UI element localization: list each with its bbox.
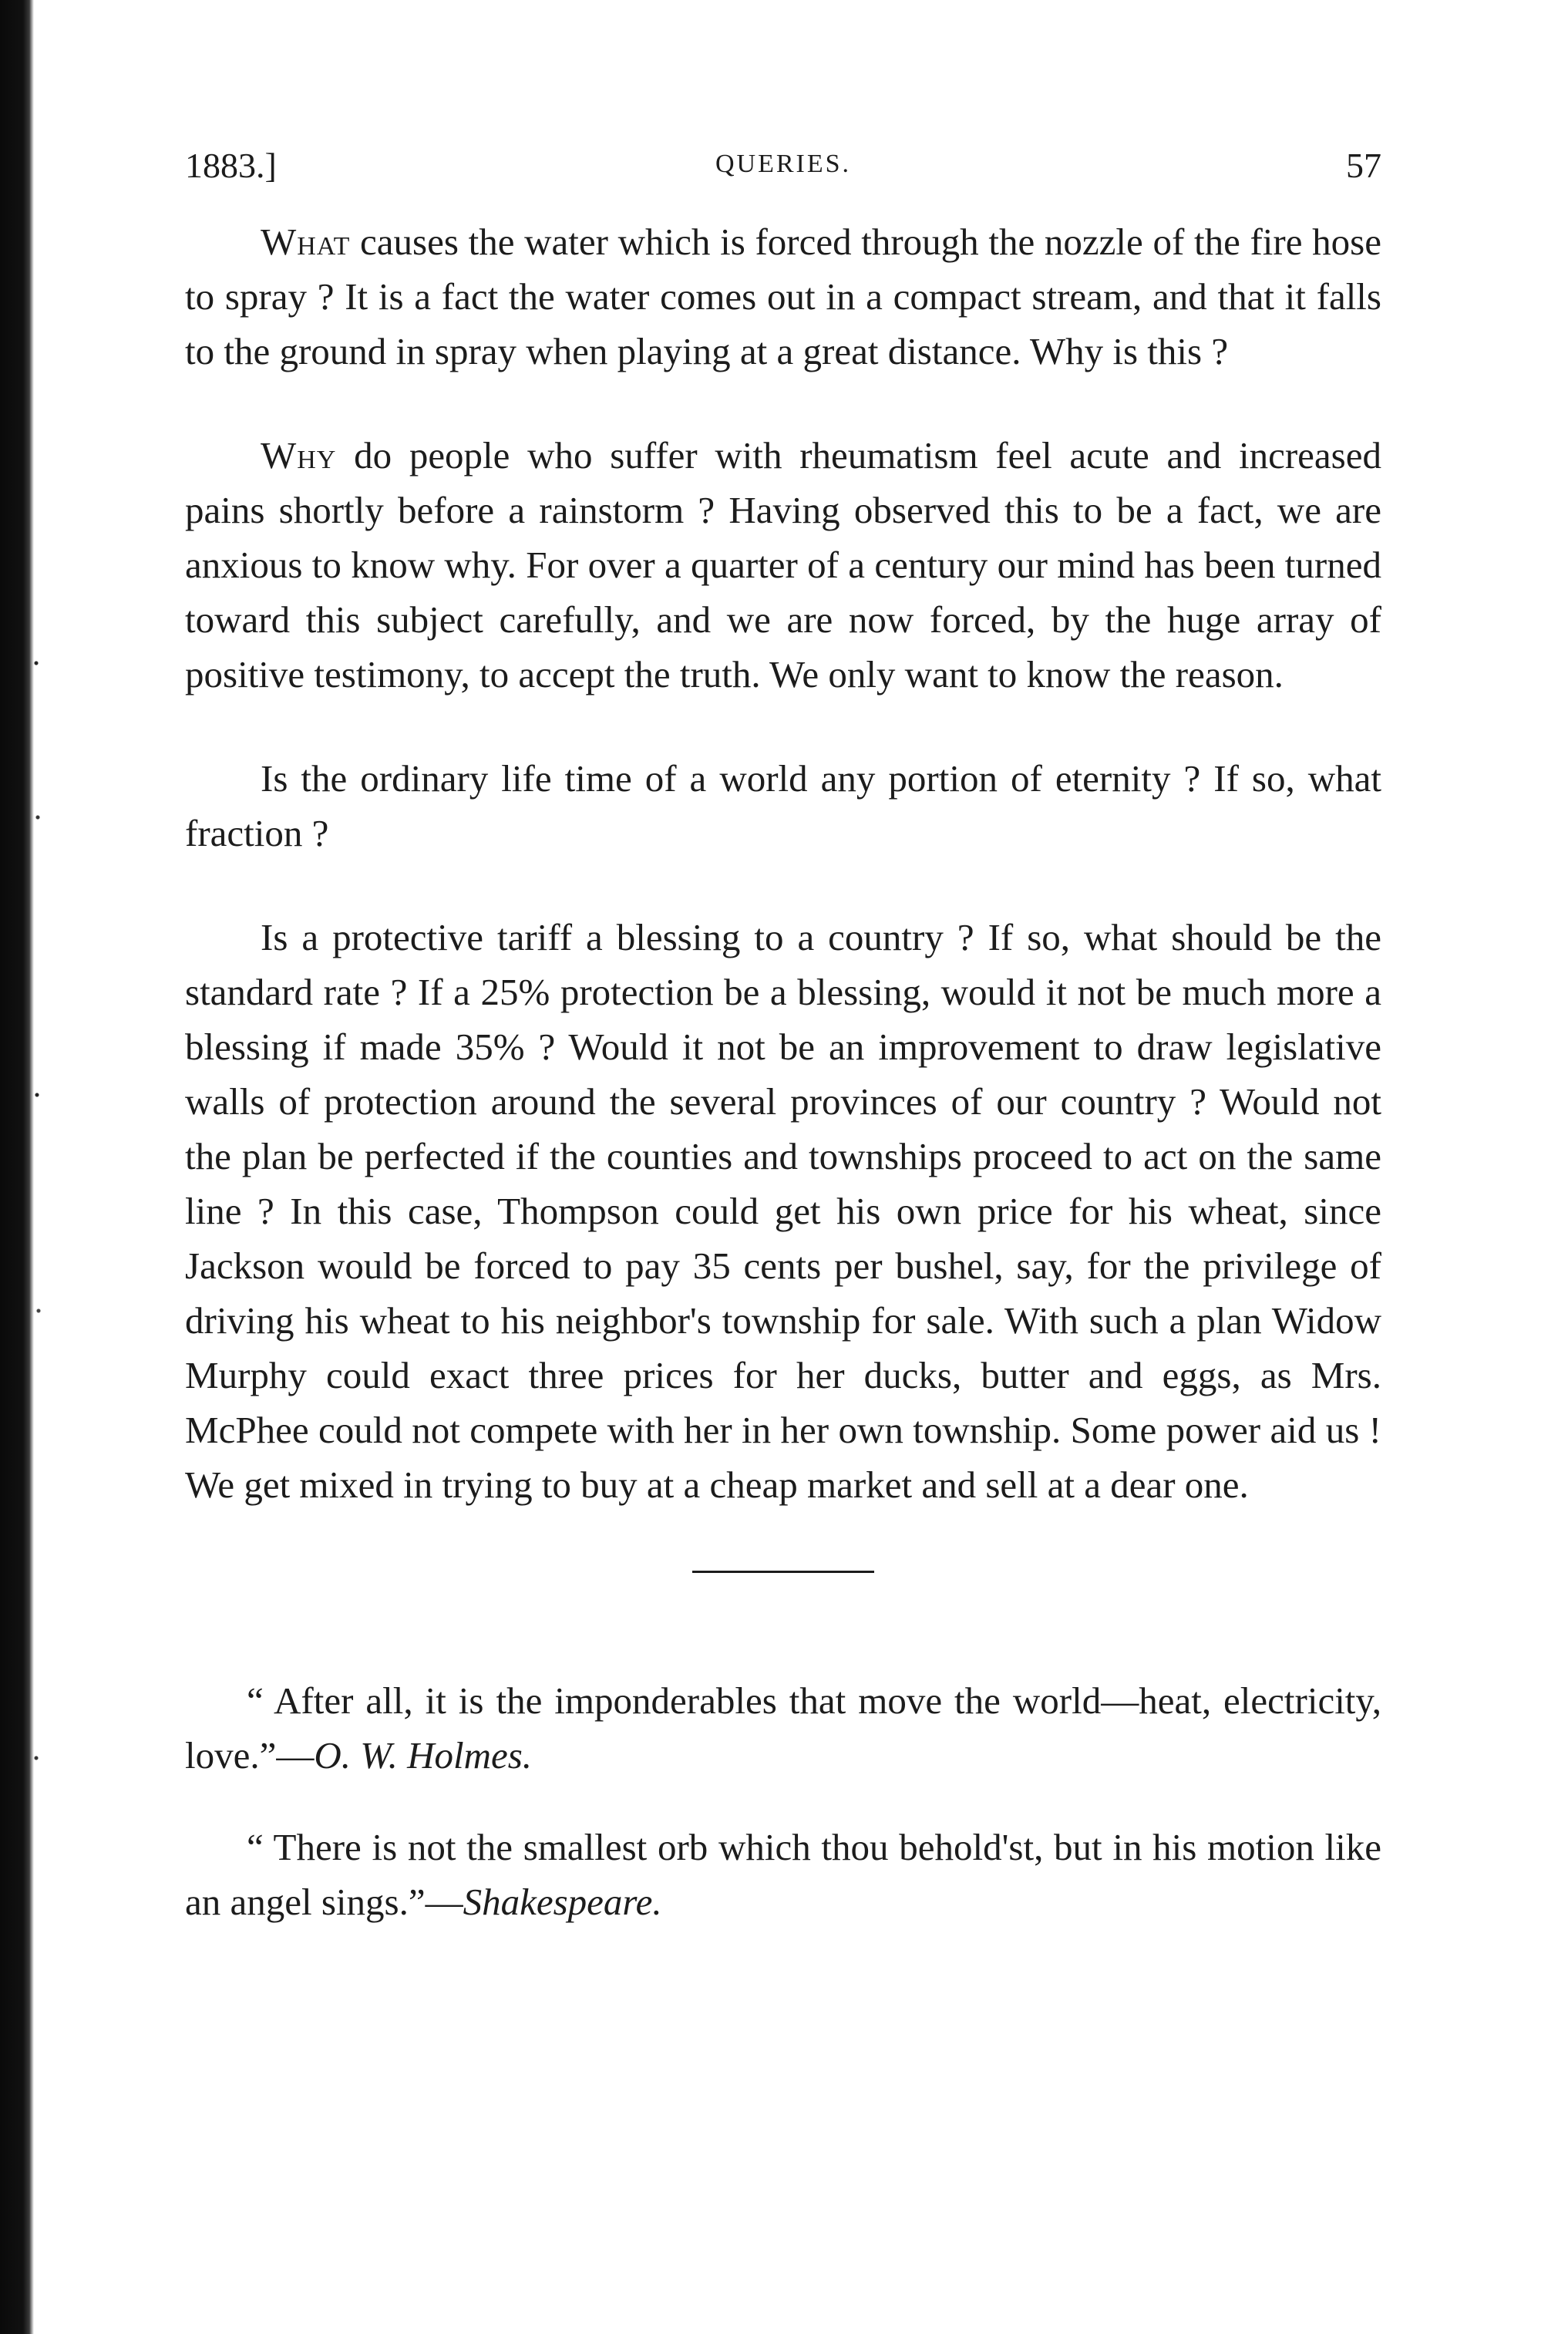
book-page (185, 131, 1381, 1966)
section-divider-rule (692, 1571, 874, 1573)
query-paragraph-1 (185, 214, 1381, 379)
query-text: causes the water which is forced through the nozzle of the fire hose to spray ? It is a fact the water comes out in a compact stream, and that it falls to the ground in spray when playing at a great distance. Why is this ? (185, 221, 1381, 372)
quote-attribution: O. W. Holmes. (314, 1734, 533, 1777)
quote-text: “ There is not the smallest orb which thou behold'st, but in his motion like an angel sings.”— (185, 1826, 1381, 1923)
quote-text: “ After all, it is the imponderables that move the world—heat, electricity, love.”— (185, 1679, 1381, 1777)
quote-attribution: Shakespeare. (463, 1881, 662, 1923)
queries-section (185, 214, 1381, 1512)
running-head (185, 131, 1381, 193)
query-lead-word: Why (261, 434, 337, 477)
header-section-title: QUERIES. (715, 150, 852, 178)
quote-shakespeare (185, 1820, 1381, 1929)
query-text: do people who suffer with rheumatism feel acute and increased pains shortly before a rainstorm ? Having observed this to be a fact, we are anxious to know why. For over a quarter of a century our mind has been turned toward this subject carefully, and we are now forced, by the huge array of positive testimony, to accept the truth. We only want to know the reason. (185, 434, 1381, 695)
binding-specks (34, 0, 45, 2334)
quotes-section (185, 1673, 1381, 1929)
query-text: Is the ordinary life time of a world any portion of eternity ? If so, what fraction ? (185, 757, 1381, 854)
header-page-number: 57 (1346, 146, 1381, 185)
binding-edge (0, 0, 34, 2334)
quote-holmes (185, 1673, 1381, 1783)
header-year: 1883.] (185, 146, 277, 185)
query-text: Is a protective tariff a blessing to a country ? If so, what should be the standard rate ? If a 25% protection be a blessing, would it not be much more a blessing if made 35% ? Would it not be an improvement to draw legislative walls of protection around the several provinces of our country ? Would not the plan be perfected if the counties and townships proceed to act on the same line ? In this case, Thompson could get his own price for his wheat, since Jackson would be forced to pay 35 cents per bushel, say, for the privilege of driving his wheat to his neighbor's township for sale. With such a plan Widow Murphy could exact three prices for her ducks, butter and eggs, as Mrs. McPhee could not compete with her in her own township. Some power aid us ! We get mixed in trying to buy at a cheap market and sell at a dear one. (185, 916, 1381, 1506)
query-paragraph-3 (185, 751, 1381, 861)
query-paragraph-4 (185, 910, 1381, 1512)
query-paragraph-2 (185, 428, 1381, 702)
query-lead-word: What (261, 221, 351, 263)
